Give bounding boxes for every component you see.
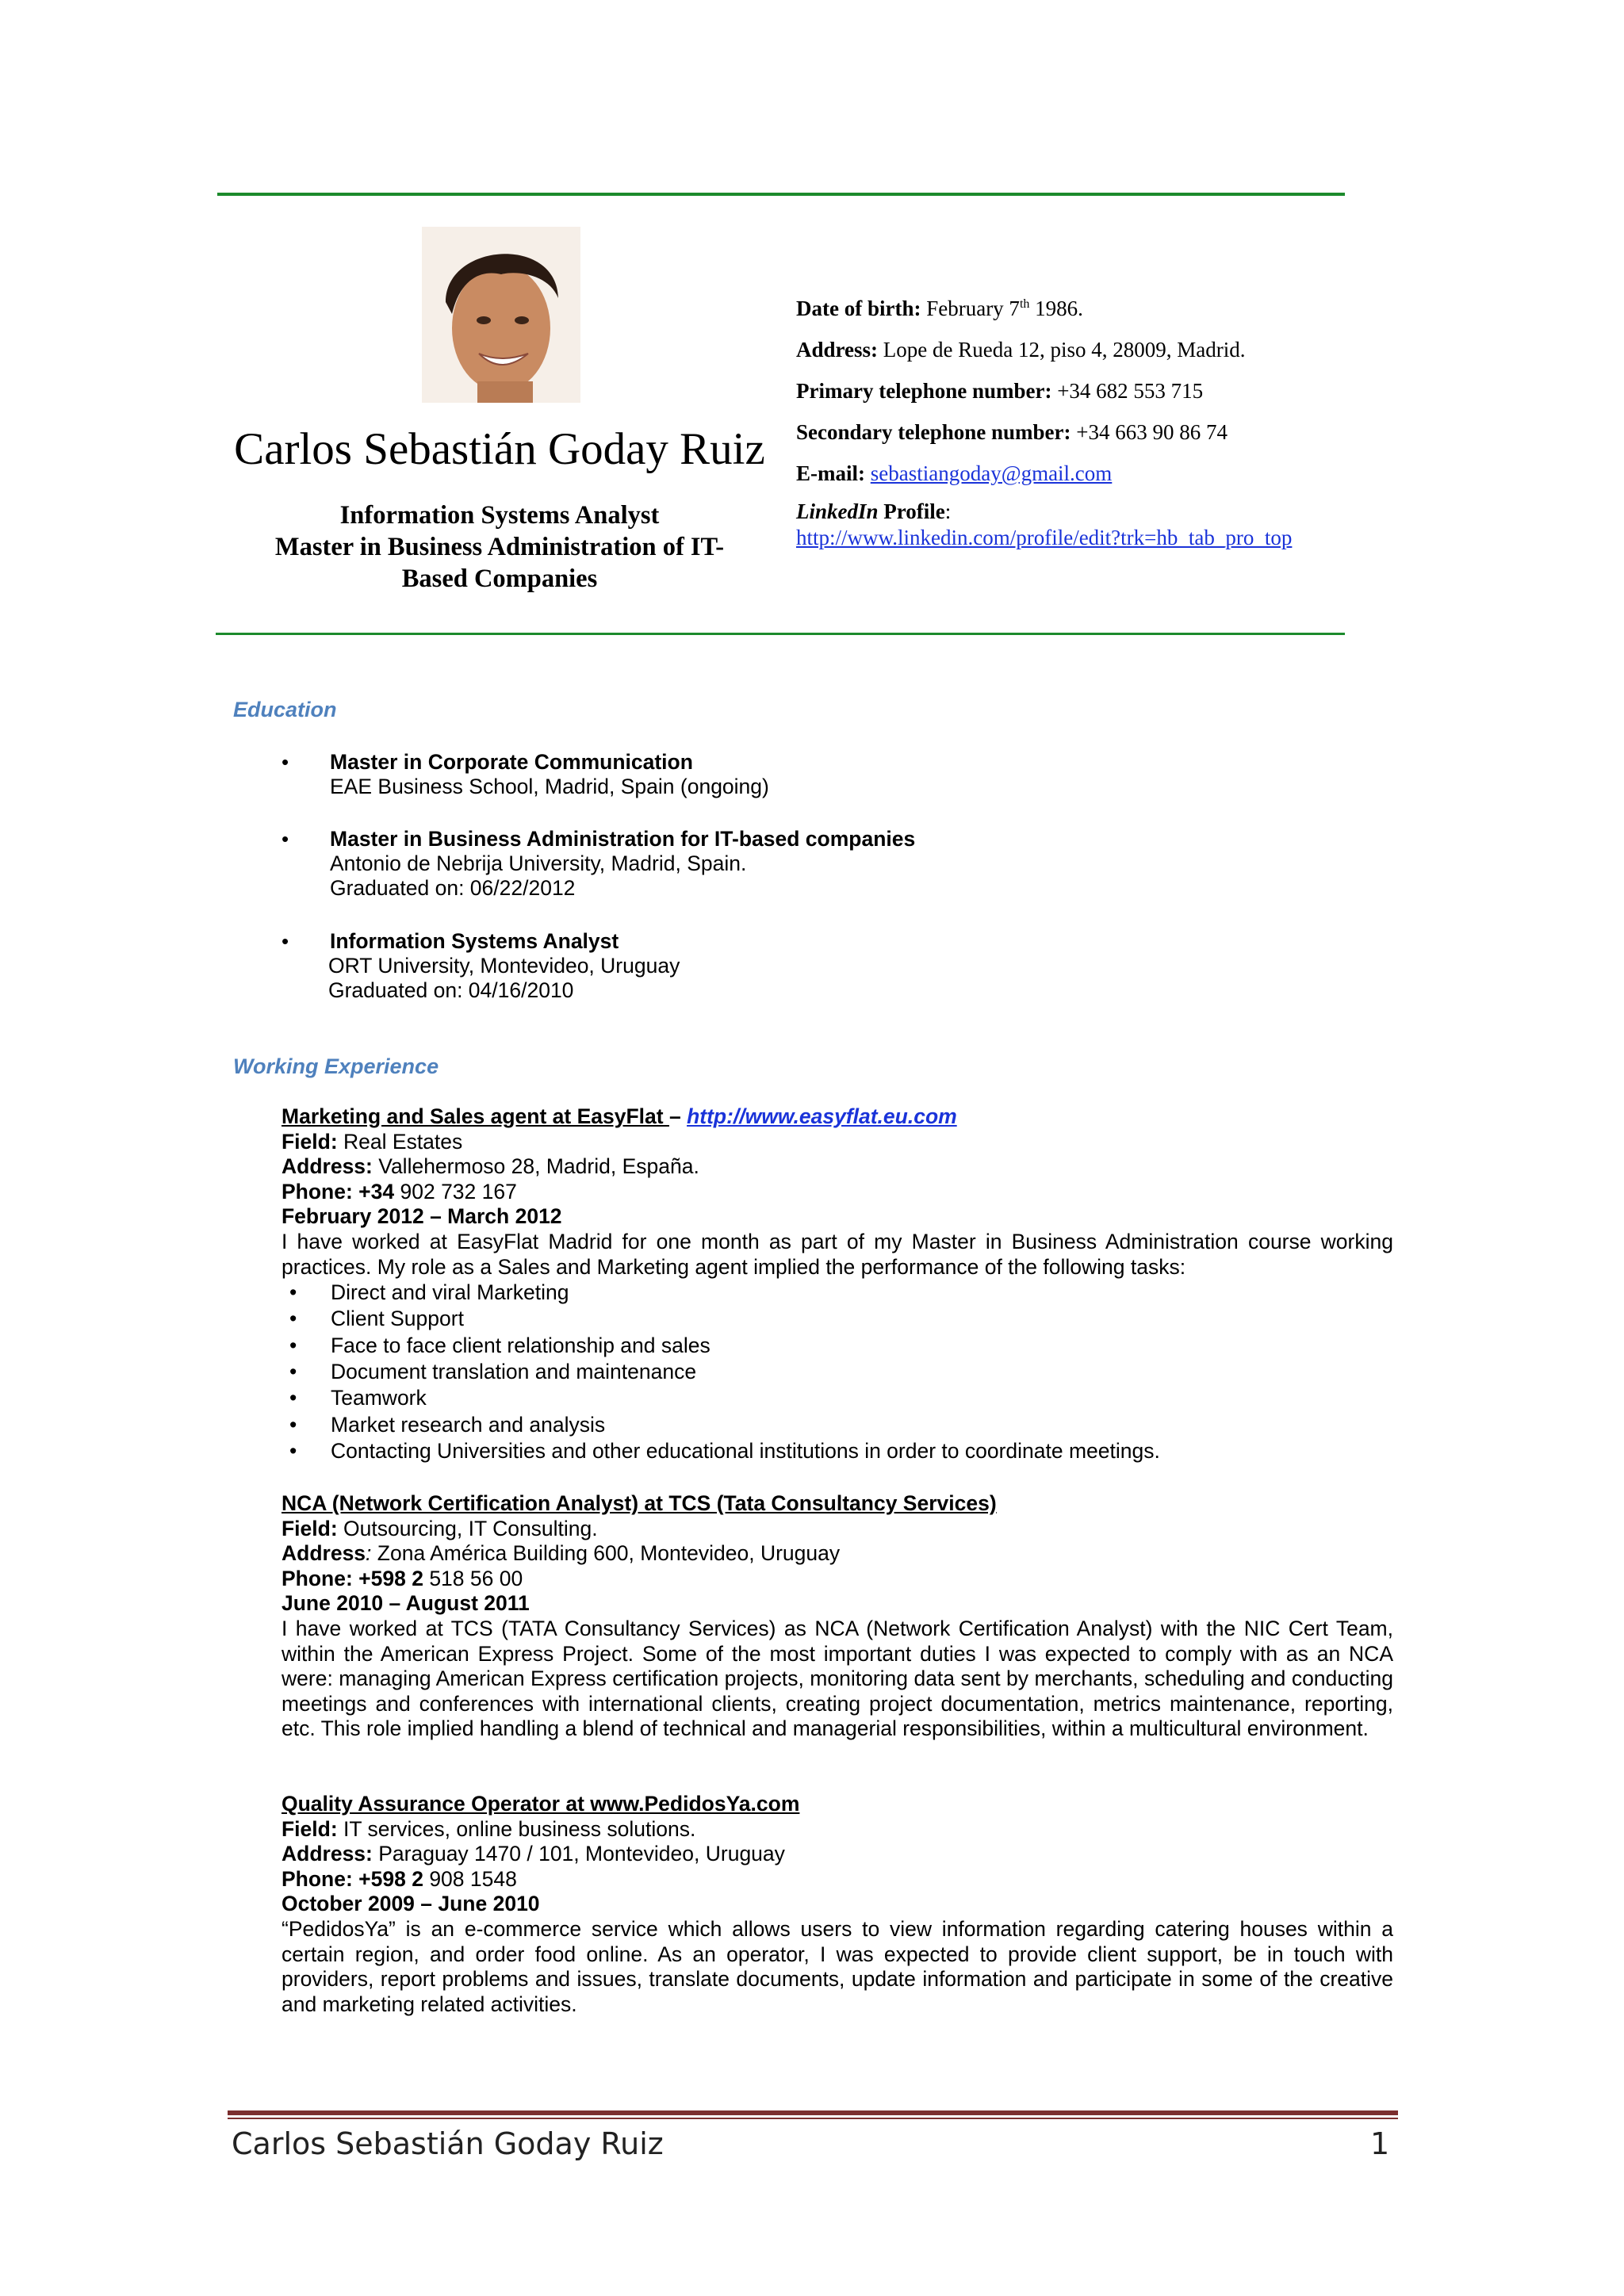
secondary-phone-value: +34 663 90 86 74: [1076, 420, 1228, 444]
job-description: I have worked at TCS (TATA Consultancy Services) as NCA (Network Certification Analyst) with the NIC Cert Team, within the American Express Project. Some of the most important duties I was expected to comply with as an NCA were: managing American Express certification projects, monitoring data sent by merchants, scheduling and conducting meetings and conferences with international clients, creating project documentation, metrics maintenance, reporting, etc. This role implied handling a blend of technical and managerial responsibilities, within a multicultural environment.: [282, 1616, 1393, 1741]
address-label: Address:: [796, 338, 879, 362]
education-detail: ORT University, Montevideo, Uruguay: [328, 954, 680, 978]
dob-label: Date of birth:: [796, 297, 921, 320]
task-item: • Face to face client relationship and sales: [282, 1333, 1393, 1359]
task-item: • Document translation and maintenance: [282, 1359, 1393, 1385]
job-entry: [282, 1491, 1393, 1742]
field-label: Field:: [282, 1516, 338, 1540]
job-title: Marketing and Sales agent at EasyFlat: [282, 1104, 669, 1128]
job-title: Quality Assurance Operator at www.PedidosYa.com: [282, 1792, 800, 1816]
page-number: 1: [1370, 2126, 1390, 2161]
footer-rule-thin: [228, 2118, 1398, 2119]
job-address-value: Vallehermoso 28, Madrid, España.: [372, 1154, 699, 1179]
task-item: • Market research and analysis: [282, 1412, 1393, 1438]
job-description: “PedidosYa” is an e-commerce service which allows users to view information regarding catering houses within a certain region, and order food online. As an operator, I was expected to provide client support, be in touch with providers, report problems and issues, translate documents, update information and participate in some of the creative and marketing related activities.: [282, 1916, 1393, 2016]
job-title: NCA (Network Certification Analyst) at TCS (Tata Consultancy Services): [282, 1491, 997, 1515]
education-item: [282, 827, 915, 901]
task-item: • Direct and viral Marketing: [282, 1280, 1393, 1306]
job-description: I have worked at EasyFlat Madrid for one month as part of my Master in Business Administration course working practices. My role as a Sales and Marketing agent implied the performance of the following tasks:: [282, 1229, 1393, 1279]
job-phone-value: 518 56 00: [423, 1566, 523, 1590]
education-title: Master in Corporate Communication: [330, 750, 693, 774]
field-label: Field:: [282, 1129, 338, 1154]
email-row: [796, 453, 1399, 494]
title-line: Information Systems Analyst: [339, 501, 660, 530]
task-item: • Teamwork: [282, 1385, 1393, 1411]
footer-name: Carlos Sebastián Goday Ruiz: [232, 2126, 664, 2161]
education-detail: EAE Business School, Madrid, Spain (ongoing): [330, 775, 769, 798]
linkedin-row: [796, 499, 1399, 551]
education-detail: Graduated on: 06/22/2012: [330, 876, 576, 900]
education-title: Master in Business Administration for IT-based companies: [330, 827, 916, 851]
education-item: [282, 929, 680, 1003]
dob-value: [926, 297, 1083, 320]
secondary-phone-row: [796, 411, 1399, 453]
candidate-name: Carlos Sebastián Goday Ruiz: [234, 424, 765, 474]
job-dates: October 2009 – June 2010: [282, 1892, 540, 1916]
dob-value-year: 1986.: [1029, 297, 1083, 320]
secondary-phone-label: Secondary telephone number:: [796, 420, 1071, 444]
task-item: • Client Support: [282, 1306, 1393, 1332]
job-phone-value: 902 732 167: [394, 1179, 517, 1203]
address-value: Lope de Rueda 12, piso 4, 28009, Madrid.: [883, 338, 1246, 362]
job-address-colon: :: [366, 1541, 372, 1566]
contact-details: [796, 284, 1399, 551]
email-label: E-mail:: [796, 461, 865, 485]
linkedin-label-rest: Profile: [878, 499, 945, 523]
address-row: [796, 329, 1399, 370]
job-address-label: Address: [282, 1541, 366, 1566]
job-phone-label: Phone: +598 2: [282, 1866, 423, 1891]
dob-value-date: February 7: [926, 297, 1020, 320]
job-address-value: Paraguay 1470 / 101, Montevideo, Uruguay: [372, 1842, 785, 1866]
education-heading: Education: [233, 698, 337, 721]
job-title-dash: –: [668, 1104, 688, 1128]
candidate-titles: [238, 499, 761, 595]
job-entry: [282, 1104, 1393, 1464]
job-phone-label: Phone: +598 2: [282, 1566, 423, 1590]
job-entry: [282, 1792, 1393, 2017]
linkedin-link[interactable]: http://www.linkedin.com/profile/edit?trk=hb_tab_pro_top: [796, 526, 1293, 549]
task-item: • Contacting Universities and other educational institutions in order to coordinate meetings.: [282, 1438, 1393, 1464]
footer-rule-thick: [228, 2110, 1398, 2115]
job-dates: June 2010 – August 2011: [282, 1591, 530, 1616]
education-title: Information Systems Analyst: [330, 929, 619, 953]
primary-phone-row: [796, 370, 1399, 411]
profile-photo: [422, 227, 580, 403]
header-top-rule: [217, 193, 1345, 196]
job-dates: February 2012 – March 2012: [282, 1204, 562, 1229]
job-address-label: Address:: [282, 1154, 373, 1179]
bullet-icon: •: [282, 929, 289, 953]
job-phone-label: Phone: +34: [282, 1179, 395, 1203]
field-value: IT services, online business solutions.: [337, 1816, 696, 1841]
education-detail: Antonio de Nebrija University, Madrid, Spain.: [330, 851, 747, 875]
job-address-value: Zona América Building 600, Montevideo, Uruguay: [371, 1541, 841, 1566]
dob-row: [796, 284, 1399, 329]
title-line: Based Companies: [401, 564, 598, 593]
dob-suffix: th: [1019, 297, 1030, 311]
field-value: Real Estates: [337, 1129, 463, 1154]
field-label: Field:: [282, 1816, 338, 1841]
job-address-label: Address:: [282, 1842, 373, 1866]
field-value: Outsourcing, IT Consulting.: [337, 1516, 598, 1540]
bullet-icon: •: [282, 827, 289, 851]
task-list: [282, 1280, 1393, 1464]
bullet-icon: •: [282, 750, 289, 774]
company-website-link[interactable]: http://www.easyflat.eu.com: [687, 1104, 957, 1128]
linkedin-colon: :: [944, 499, 952, 523]
education-detail: Graduated on: 04/16/2010: [328, 978, 574, 1002]
education-item: [282, 750, 769, 799]
email-link[interactable]: sebastiangoday@gmail.com: [870, 461, 1113, 485]
job-phone-value: 908 1548: [423, 1866, 517, 1891]
experience-heading: Working Experience: [233, 1054, 439, 1078]
primary-phone-label: Primary telephone number:: [796, 379, 1052, 403]
linkedin-label-italic: LinkedIn: [796, 499, 879, 523]
header-bottom-rule: [216, 633, 1345, 635]
title-line: Master in Business Administration of IT-: [274, 533, 725, 561]
primary-phone-value: +34 682 553 715: [1057, 379, 1204, 403]
